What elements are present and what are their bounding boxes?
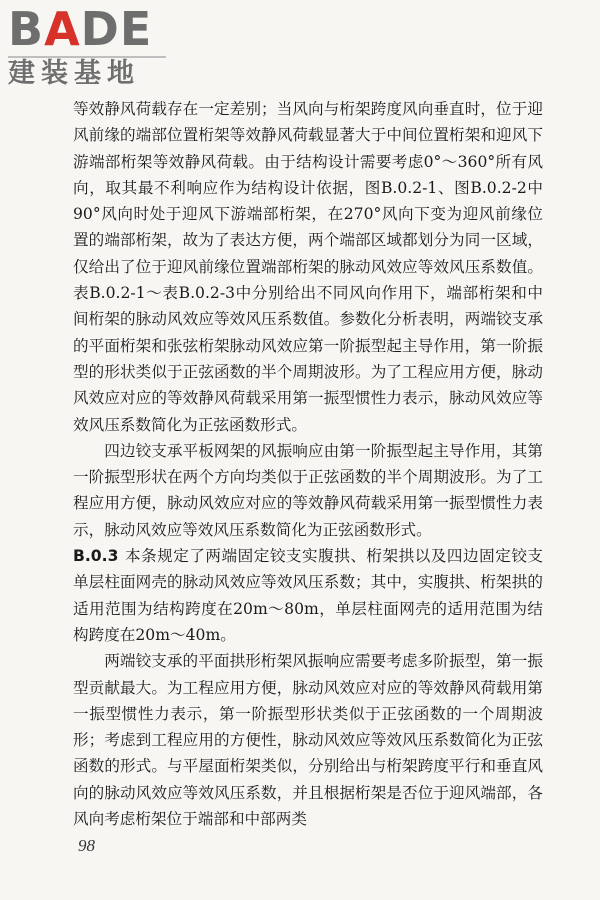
paragraph-1: 等效静风荷载存在一定差别；当风向与桁架跨度风向垂直时，位于迎风前缘的端部位置桁架等效静风荷载显著大于中间位置桁架和迎风下游端部桁架等效静风荷载。由于结构设计需要考虑0°～360°所有风向，取其最不利响应作为结构设计依据，图B.0.2-1、图B.0.2-2中90°风向时处于迎风下游端部桁架，在270°风向下变为迎风前缘位置的端部桁架，故为了表达方便，两个端部区域都划分为同一区域，仅给出了位于迎风前缘位置端部桁架的脉动风效应等效风压系数值。表B.0.2-1～表B.0.2-3中分别给出不同风向作用下，端部桁架和中间桁架的脉动风效应等效风压系数值。参数化分析表明，两端铰支承的平面桁架和张弦桁架脉动风效应第一阶振型起主导作用，第一阶振型的形状类似于正弦函数的半个周期波形。为了工程应用方便，脉动风效应对应的等效静风荷载采用第一振型惯性力表示，脉动风效应等效风压系数简化为正弦函数形式。	[73, 100, 543, 434]
logo	[8, 4, 178, 90]
paragraph-4: 两端铰支承的平面拱形桁架风振响应需要考虑多阶振型，第一振型贡献最大。为工程应用方便，脉动风效应对应的等效静风荷载用第一振型惯性力表示，第一阶振型形状类似于正弦函数的一个周期波形；考虑到工程应用的方便性，脉动风效应等效风压系数简化为正弦函数的形式。与平屋面桁架类似，分别给出与桁架跨度平行和垂直风向的脉动风效应等效风压系数，并且根据桁架是否位于迎风端部，各风向考虑桁架位于端部和中部两类	[73, 652, 543, 829]
page-number: 98	[78, 836, 95, 855]
logo-brand: BADE	[8, 2, 153, 56]
section-number: B.0.3	[73, 547, 119, 566]
page-body	[73, 96, 543, 832]
paragraph-2: 四边铰支承平板网架的风振响应由第一阶振型起主导作用，其第一阶振型形状在两个方向均类似于正弦函数的半个周期波形。为了工程应用方便，脉动风效应对应的等效静风荷载采用第一振型惯性力表示，脉动风效应等效风压系数简化为正弦函数形式。	[73, 441, 543, 539]
section-text: 本条规定了两端固定铰支实腹拱、桁架拱以及四边固定铰支单层柱面网壳的脉动风效应等效风压系数；其中，实腹拱、桁架拱的适用范围为结构跨度在20m～80m，单层柱面网壳的适用范围为结构跨度在20m～40m。	[73, 547, 543, 644]
logo-subtitle: 建装基地	[8, 58, 140, 89]
section-b03	[73, 543, 543, 648]
